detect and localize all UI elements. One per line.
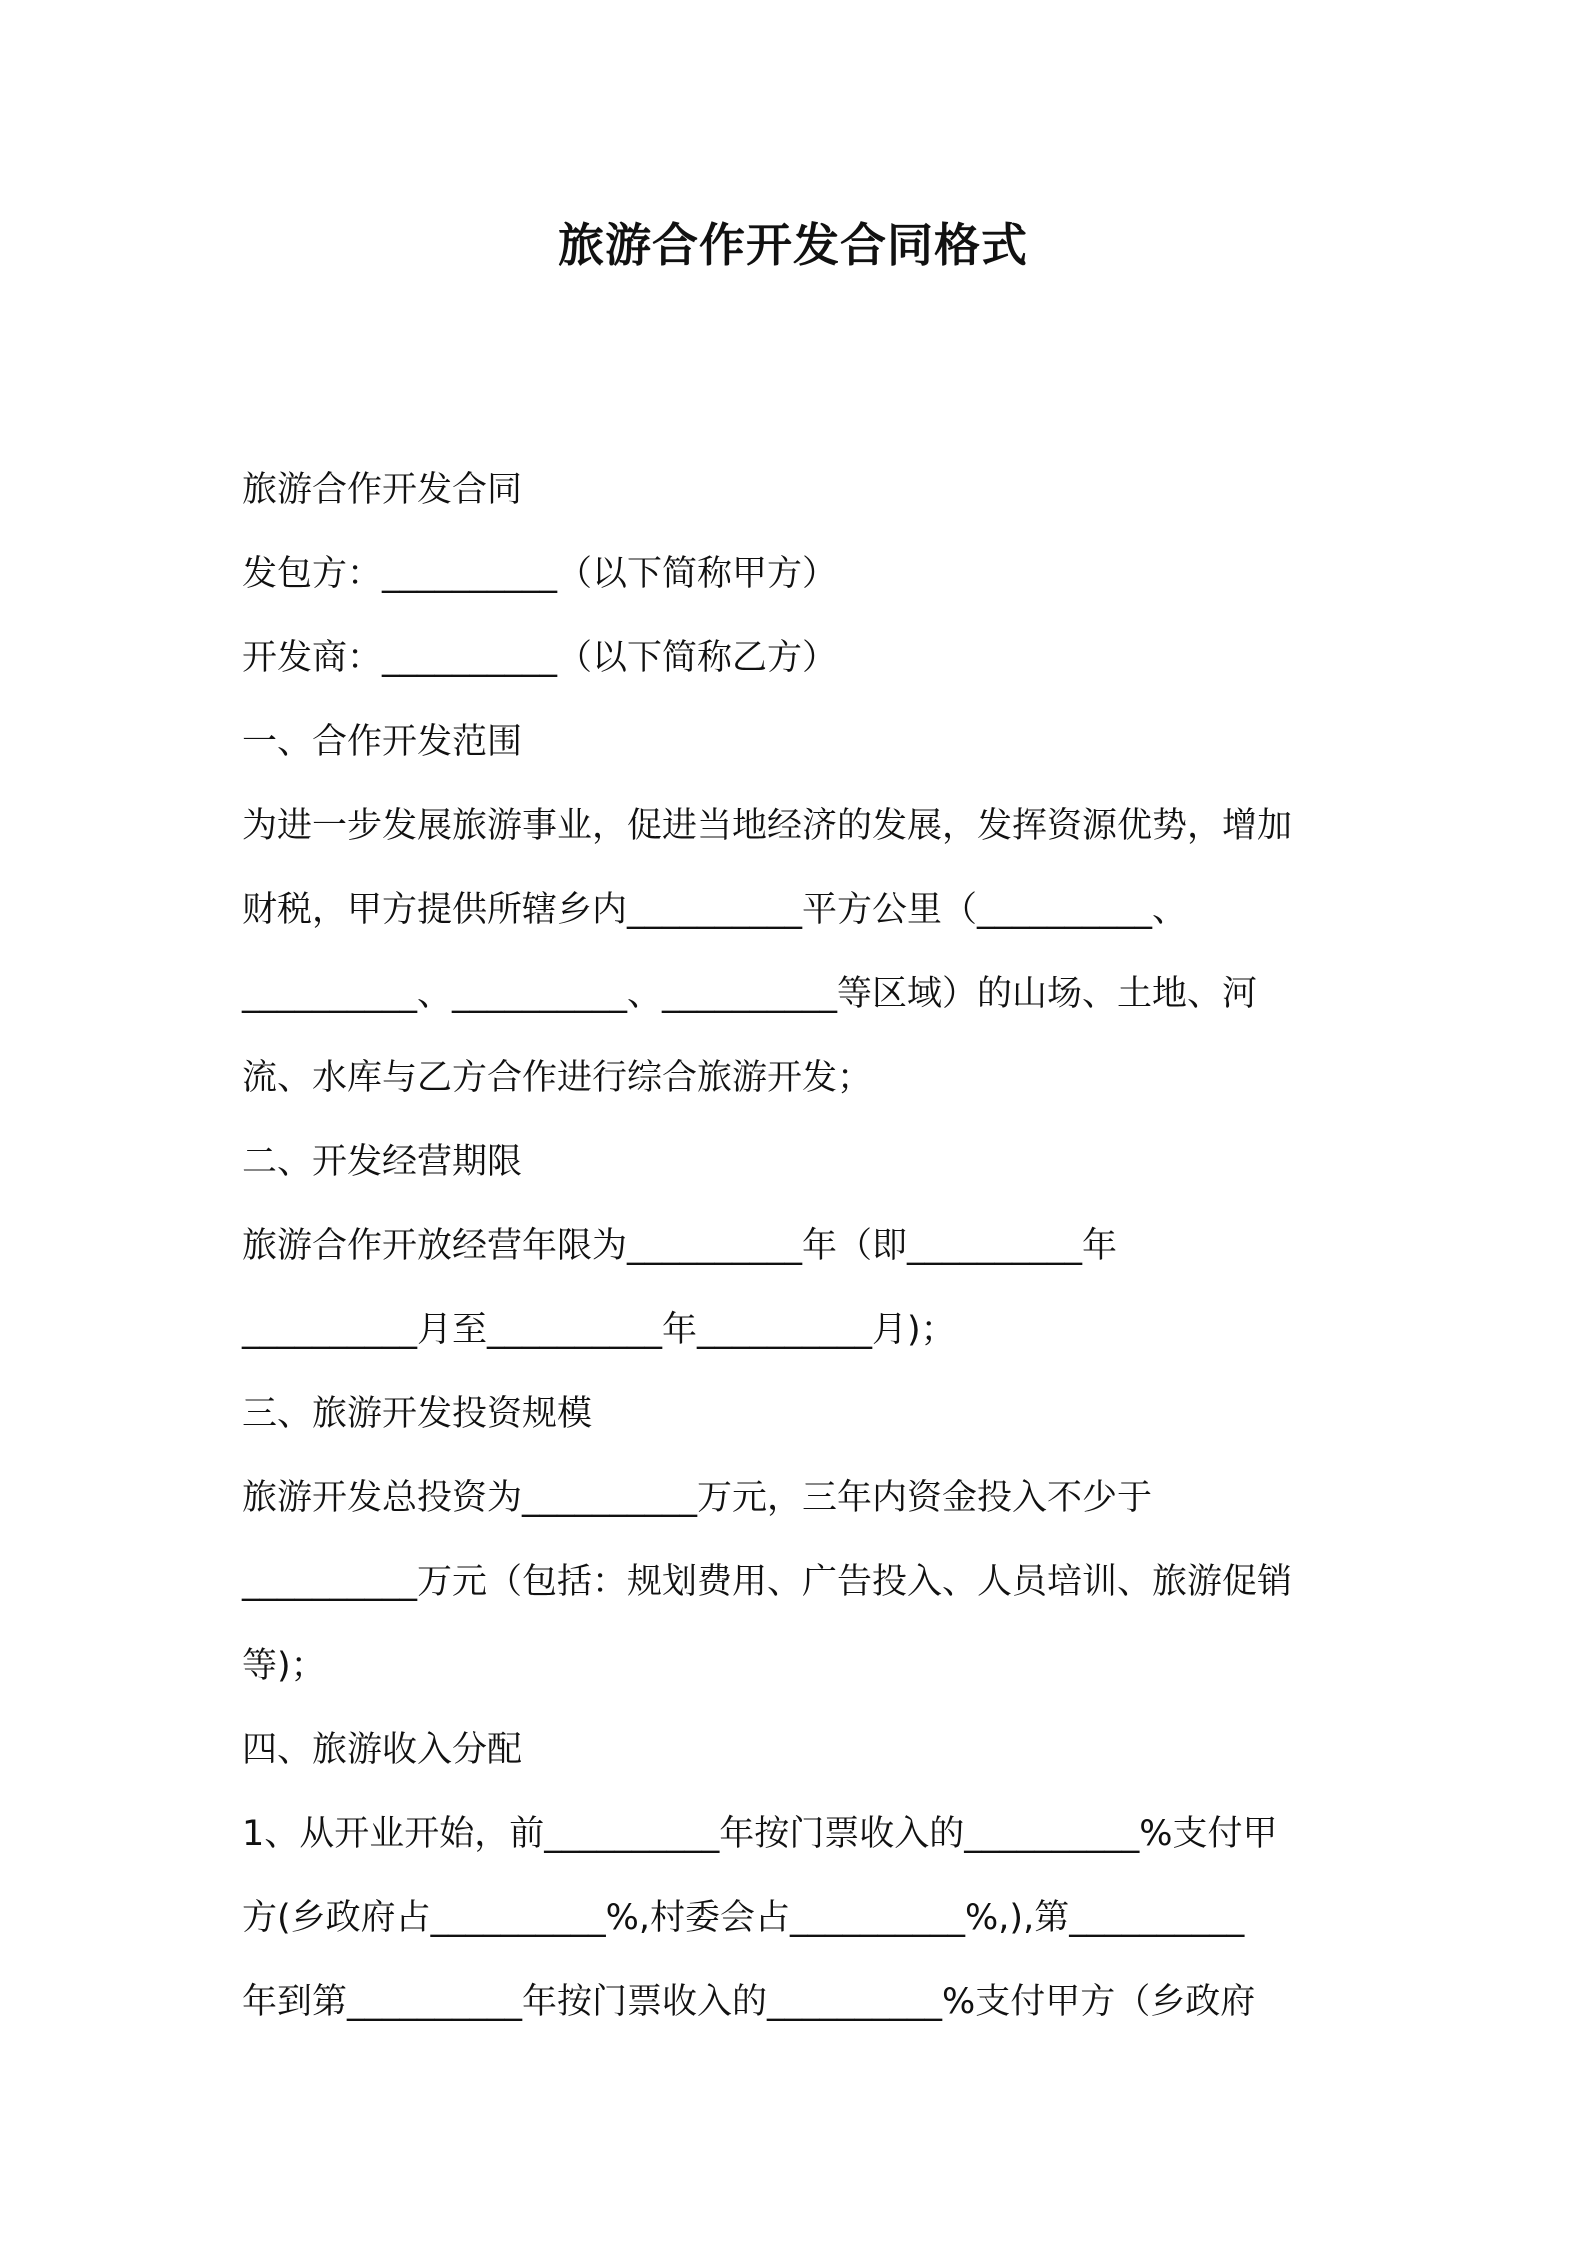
document-line: 二、开发经营期限 <box>242 1142 523 1182</box>
document-line: 流、水库与乙方合作进行综合旅游开发； <box>242 1058 873 1098</box>
document-line: 方(乡政府占__________%,村委会占__________%,),第__________ <box>242 1898 1245 1938</box>
document-line: __________万元（包括：规划费用、广告投入、人员培训、旅游促销 <box>242 1562 1293 1602</box>
document-line: 等)； <box>242 1646 326 1686</box>
document-line: 一、合作开发范围 <box>242 722 523 762</box>
document-line: 发包方：__________（以下简称甲方） <box>242 554 838 594</box>
document-line: 开发商：__________（以下简称乙方） <box>242 638 838 678</box>
document-line: 三、旅游开发投资规模 <box>242 1394 593 1434</box>
document-line: 年到第__________年按门票收入的__________%支付甲方（乡政府 <box>242 1982 1256 2022</box>
document-line: 旅游合作开放经营年限为__________年（即__________年 <box>242 1226 1118 1266</box>
document-line: 为进一步发展旅游事业，促进当地经济的发展，发挥资源优势，增加 <box>242 806 1293 846</box>
document-line: 四、旅游收入分配 <box>242 1730 523 1770</box>
document-line: 旅游合作开发合同 <box>242 470 523 510</box>
document-line: __________、__________、__________等区域）的山场、土地、河 <box>242 974 1258 1014</box>
document-line: __________月至__________年__________月)； <box>242 1310 956 1350</box>
document-line: 财税，甲方提供所辖乡内__________平方公里（__________、 <box>242 890 1188 930</box>
document-body <box>242 448 1354 2044</box>
document-title: 旅游合作开发合同格式 <box>558 218 1028 272</box>
document-line: 1、从开业开始，前__________年按门票收入的__________%支付甲 <box>242 1814 1278 1854</box>
document-line: 旅游开发总投资为__________万元，三年内资金投入不少于 <box>242 1478 1153 1518</box>
